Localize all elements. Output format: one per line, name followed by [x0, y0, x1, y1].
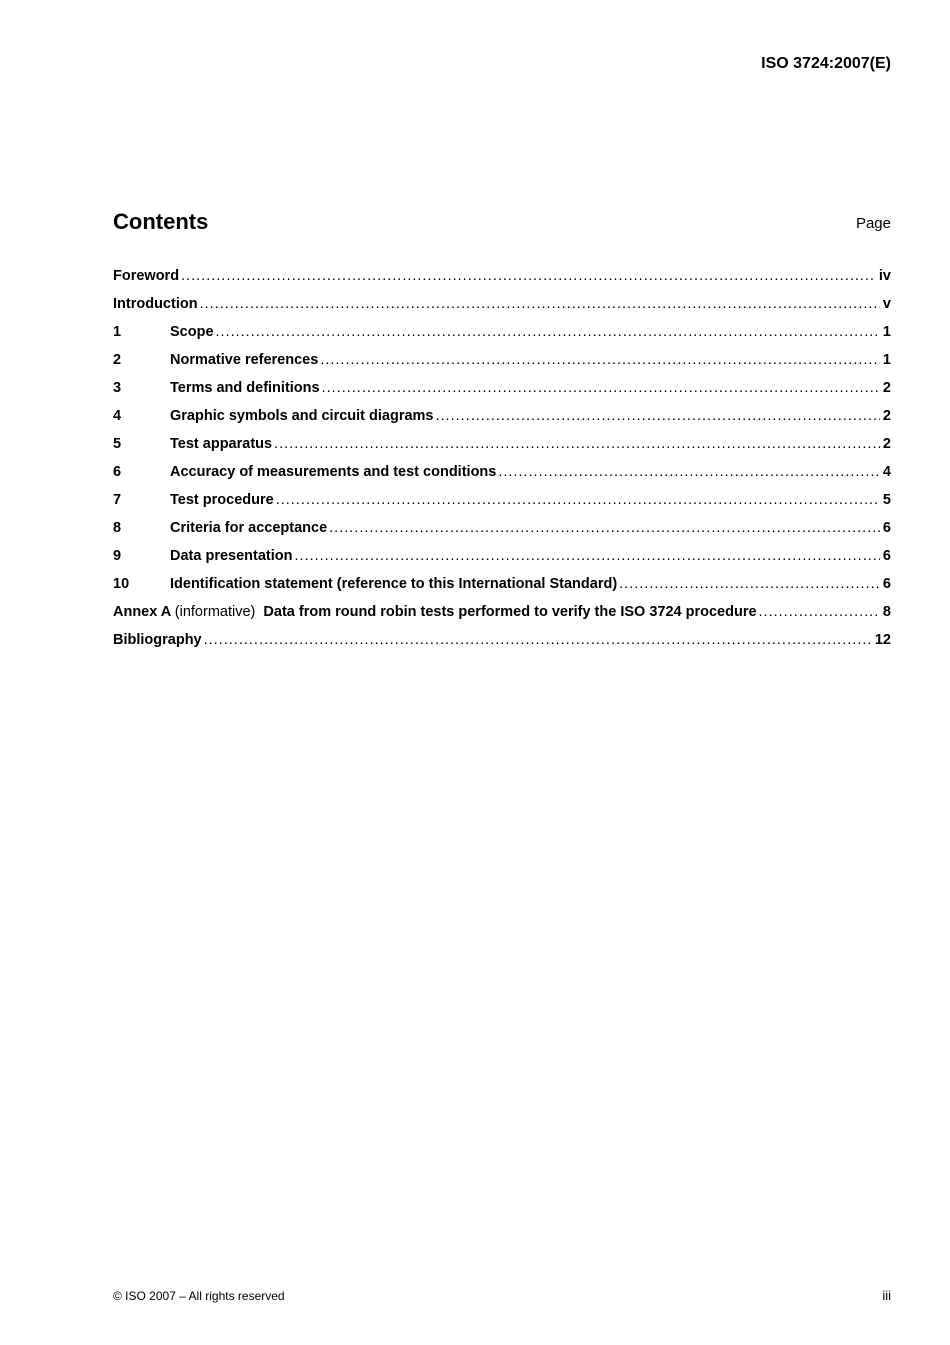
toc-page: 2 — [882, 436, 891, 452]
toc-label: Graphic symbols and circuit diagrams — [170, 408, 434, 424]
toc-entry[interactable] — [113, 492, 891, 520]
toc-entry[interactable] — [113, 520, 891, 548]
annex-qualifier: (informative) — [174, 604, 256, 620]
page-column-label: Page — [855, 215, 891, 232]
toc-label: Terms and definitions — [170, 380, 320, 396]
toc-number: 6 — [113, 464, 122, 480]
toc-label: Test procedure — [170, 492, 274, 508]
dot-leader — [320, 352, 880, 368]
toc-label: Normative references — [170, 352, 319, 368]
dot-leader — [181, 268, 876, 284]
toc-entry[interactable] — [113, 464, 891, 492]
toc-entry-foreword[interactable] — [113, 268, 891, 296]
toc-page: 6 — [882, 548, 891, 564]
toc-page: iv — [878, 268, 891, 284]
toc-number: 4 — [113, 408, 122, 424]
document-id: ISO 3724:2007(E) — [761, 55, 891, 72]
toc-number: 3 — [113, 380, 122, 396]
toc-entry[interactable] — [113, 408, 891, 436]
toc-page: v — [882, 296, 891, 312]
dot-leader — [204, 632, 872, 648]
toc-page: 2 — [882, 380, 891, 396]
toc-entry-annex-a[interactable] — [113, 604, 891, 632]
toc-number: 5 — [113, 436, 122, 452]
toc-page: 1 — [882, 324, 891, 340]
toc-page: 6 — [882, 520, 891, 536]
toc-entry[interactable] — [113, 548, 891, 576]
toc-label: Test apparatus — [170, 436, 273, 452]
toc-entry[interactable] — [113, 380, 891, 408]
dot-leader — [436, 408, 880, 424]
toc-label: Scope — [170, 324, 214, 340]
table-of-contents — [113, 268, 891, 660]
toc-entry[interactable] — [113, 324, 891, 352]
footer-copyright: © ISO 2007 – All rights reserved — [113, 1289, 285, 1303]
dot-leader — [294, 548, 879, 564]
toc-number: 2 — [113, 352, 122, 368]
toc-entry[interactable] — [113, 352, 891, 380]
dot-leader — [200, 296, 880, 312]
toc-label: Foreword — [113, 268, 180, 284]
toc-entry[interactable] — [113, 436, 891, 464]
toc-entry-bibliography[interactable] — [113, 632, 891, 660]
annex-title: Data from round robin tests performed to verify the ISO 3724 procedure — [263, 604, 757, 620]
toc-entry[interactable] — [113, 576, 891, 604]
toc-label: Introduction — [113, 296, 198, 312]
toc-label: Data presentation — [170, 548, 293, 564]
dot-leader — [216, 324, 880, 340]
toc-number: 1 — [113, 324, 122, 340]
footer-page-number: iii — [882, 1288, 891, 1303]
dot-leader — [619, 576, 880, 592]
dot-leader — [276, 492, 880, 508]
toc-page: 2 — [882, 408, 891, 424]
dot-leader — [329, 520, 880, 536]
dot-leader — [274, 436, 880, 452]
toc-number: 9 — [113, 548, 122, 564]
toc-entry-introduction[interactable] — [113, 296, 891, 324]
dot-leader — [759, 604, 880, 620]
toc-label — [113, 604, 757, 620]
annex-prefix: Annex A — [113, 604, 171, 620]
toc-number: 10 — [113, 576, 130, 592]
toc-page: 5 — [882, 492, 891, 508]
toc-label: Accuracy of measurements and test conditions — [170, 464, 497, 480]
toc-page: 12 — [874, 632, 891, 648]
toc-page: 4 — [882, 464, 891, 480]
toc-label: Criteria for acceptance — [170, 520, 328, 536]
toc-page: 8 — [882, 604, 891, 620]
toc-page: 6 — [882, 576, 891, 592]
page-title: Contents — [113, 209, 209, 234]
toc-page: 1 — [882, 352, 891, 368]
dot-leader — [322, 380, 880, 396]
dot-leader — [498, 464, 880, 480]
toc-number: 7 — [113, 492, 122, 508]
toc-number: 8 — [113, 520, 122, 536]
toc-label: Identification statement (reference to this International Standard) — [170, 576, 618, 592]
toc-label: Bibliography — [113, 632, 202, 648]
